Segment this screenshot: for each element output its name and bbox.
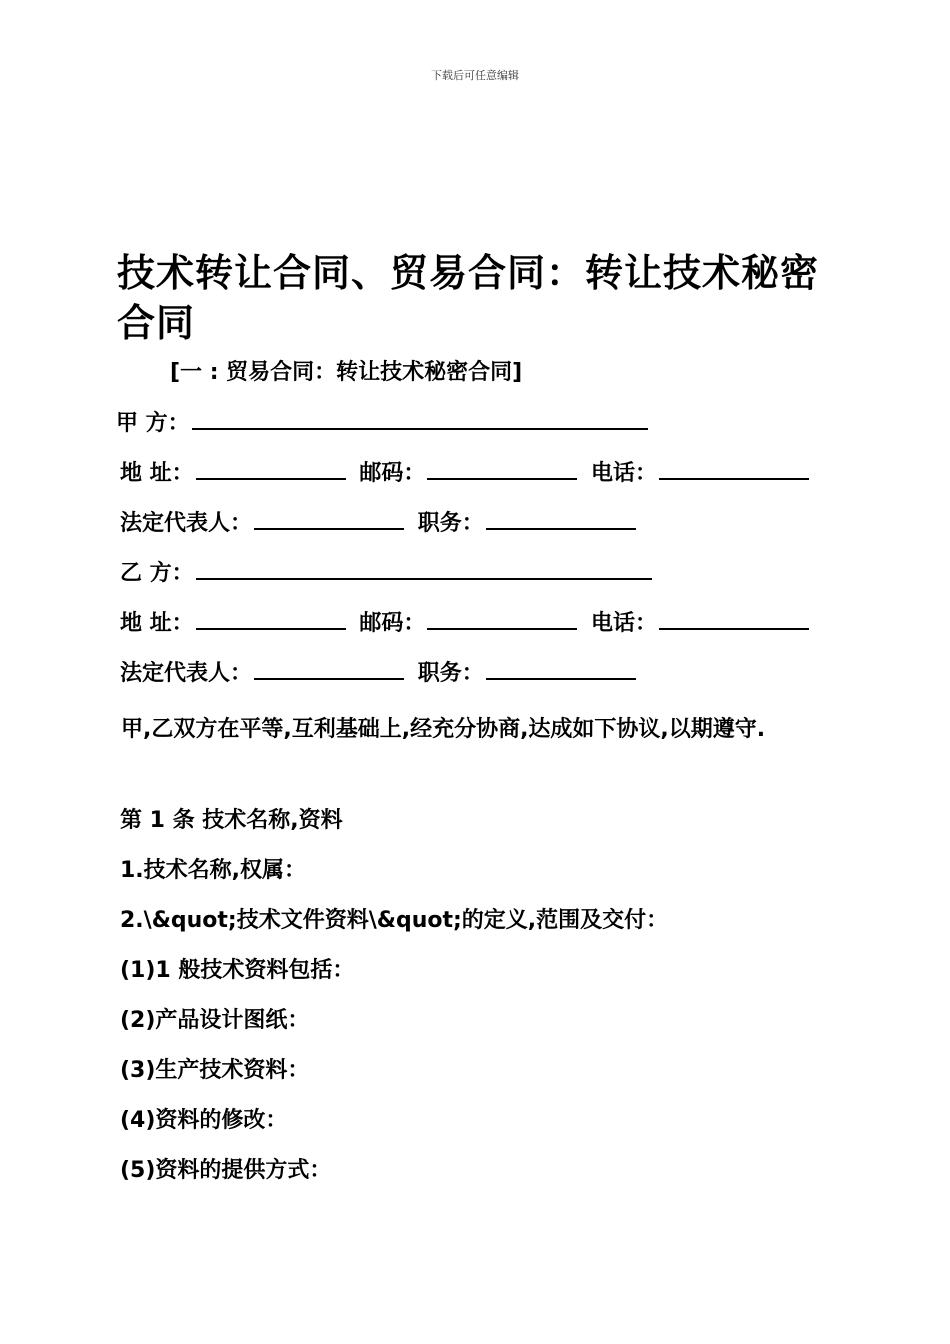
article-item: 2.\&quot;技术文件资料\&quot;的定义,范围及交付：	[120, 908, 669, 933]
party-b-name-row	[120, 558, 658, 589]
header-note: 下载后可任意编辑	[431, 69, 519, 82]
party-a-postcode-field[interactable]	[427, 458, 577, 480]
party-a-position-label: 职务：	[417, 511, 484, 536]
party-a-address-field[interactable]	[196, 458, 346, 480]
party-a-postcode-label: 邮码：	[359, 461, 426, 486]
party-a-phone-field[interactable]	[659, 458, 809, 480]
party-a-rep-row	[120, 508, 642, 539]
party-b-phone-field[interactable]	[659, 608, 809, 630]
article-item: (5)资料的提供方式：	[120, 1158, 332, 1183]
party-b-address-field[interactable]	[196, 608, 346, 630]
article-item: 1.技术名称,权属：	[120, 858, 307, 883]
article-item: (3)生产技术资料：	[120, 1058, 310, 1083]
party-b-address-label: 地 址：	[120, 611, 194, 636]
party-b-name-label: 乙 方：	[120, 561, 194, 586]
party-b-phone-label: 电话：	[591, 611, 658, 636]
party-a-contact-row	[120, 458, 815, 489]
article-heading: 第 1 条 技术名称,资料	[120, 808, 343, 833]
party-b-rep-row	[120, 658, 642, 689]
party-b-name-field[interactable]	[196, 558, 652, 580]
article-item: (1)1 般技术资料包括：	[120, 958, 355, 983]
party-a-position-field[interactable]	[486, 508, 636, 530]
party-b-rep-field[interactable]	[254, 658, 404, 680]
party-a-rep-label: 法定代表人：	[120, 511, 253, 536]
party-b-position-field[interactable]	[486, 658, 636, 680]
party-a-rep-field[interactable]	[254, 508, 404, 530]
party-b-contact-row	[120, 608, 815, 639]
party-a-name-label: 甲 方：	[116, 411, 190, 436]
intro-paragraph: 甲,乙双方在平等,互利基础上,经充分协商,达成如下协议,以期遵守.	[121, 717, 766, 742]
party-b-rep-label: 法定代表人：	[120, 661, 253, 686]
article-item: (4)资料的修改：	[120, 1108, 288, 1133]
document-title: 技术转让合同、贸易合同：转让技术秘密合同	[117, 251, 820, 345]
party-b-position-label: 职务：	[417, 661, 484, 686]
document-subtitle: [一 : 贸易合同：转让技术秘密合同]	[170, 360, 523, 385]
party-a-name-field[interactable]	[192, 408, 648, 430]
party-b-postcode-field[interactable]	[427, 608, 577, 630]
party-a-address-label: 地 址：	[120, 461, 194, 486]
article-item: (2)产品设计图纸：	[120, 1008, 310, 1033]
party-a-phone-label: 电话：	[591, 461, 658, 486]
party-a-name-row	[116, 408, 654, 439]
party-b-postcode-label: 邮码：	[359, 611, 426, 636]
